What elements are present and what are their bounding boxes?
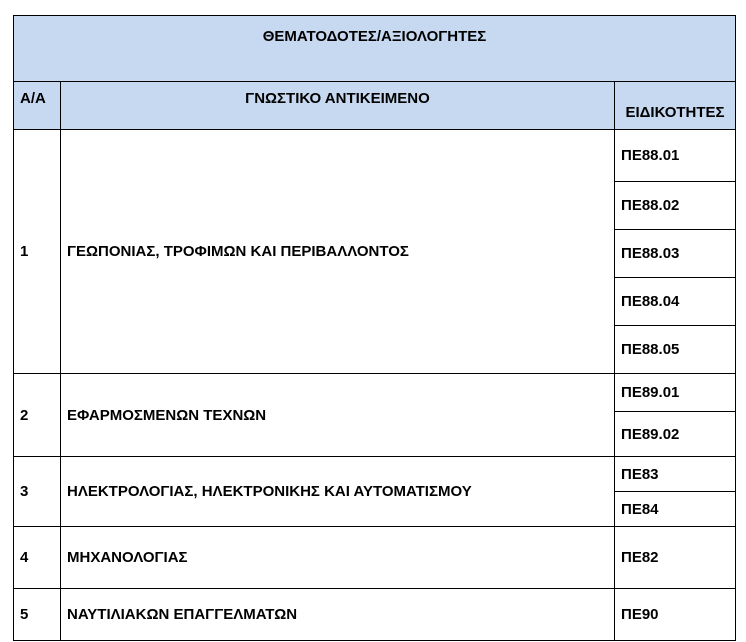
row-number: 4 bbox=[14, 527, 61, 589]
header-aa: Α/Α bbox=[14, 82, 61, 130]
subject-cell: ΕΦΑΡΜΟΣΜΕΝΩΝ ΤΕΧΝΩΝ bbox=[61, 374, 615, 457]
header-specialties: ΕΙΔΙΚΟΤΗΤΕΣ bbox=[615, 82, 736, 130]
specialties-table bbox=[13, 15, 736, 641]
specialty-cell: ΠΕ88.04 bbox=[615, 278, 736, 326]
table-title: ΘΕΜΑΤΟΔΟΤΕΣ/ΑΞΙΟΛΟΓΗΤΕΣ bbox=[14, 16, 736, 82]
specialty-cell: ΠΕ88.03 bbox=[615, 230, 736, 278]
specialty-cell: ΠΕ88.01 bbox=[615, 130, 736, 182]
specialty-cell: ΠΕ83 bbox=[615, 457, 736, 492]
row-number: 1 bbox=[14, 130, 61, 374]
specialty-cell: ΠΕ84 bbox=[615, 492, 736, 527]
subject-cell: ΝΑΥΤΙΛΙΑΚΩΝ ΕΠΑΓΓΕΛΜΑΤΩΝ bbox=[61, 589, 615, 641]
subject-cell: ΜΗΧΑΝΟΛΟΓΙΑΣ bbox=[61, 527, 615, 589]
row-number: 5 bbox=[14, 589, 61, 641]
subject-cell: ΓΕΩΠΟΝΙΑΣ, ΤΡΟΦΙΜΩΝ ΚΑΙ ΠΕΡΙΒΑΛΛΟΝΤΟΣ bbox=[61, 130, 615, 374]
specialty-cell: ΠΕ90 bbox=[615, 589, 736, 641]
specialty-cell: ΠΕ82 bbox=[615, 527, 736, 589]
specialty-cell: ΠΕ89.02 bbox=[615, 412, 736, 457]
row-number: 3 bbox=[14, 457, 61, 527]
specialty-cell: ΠΕ89.01 bbox=[615, 374, 736, 412]
specialty-cell: ΠΕ88.05 bbox=[615, 326, 736, 374]
subject-cell: ΗΛΕΚΤΡΟΛΟΓΙΑΣ, ΗΛΕΚΤΡΟΝΙΚΗΣ ΚΑΙ ΑΥΤΟΜΑΤΙΣΜΟΥ bbox=[61, 457, 615, 527]
header-subject: ΓΝΩΣΤΙΚΟ ΑΝΤΙΚΕΙΜΕΝΟ bbox=[61, 82, 615, 130]
row-number: 2 bbox=[14, 374, 61, 457]
specialty-cell: ΠΕ88.02 bbox=[615, 182, 736, 230]
